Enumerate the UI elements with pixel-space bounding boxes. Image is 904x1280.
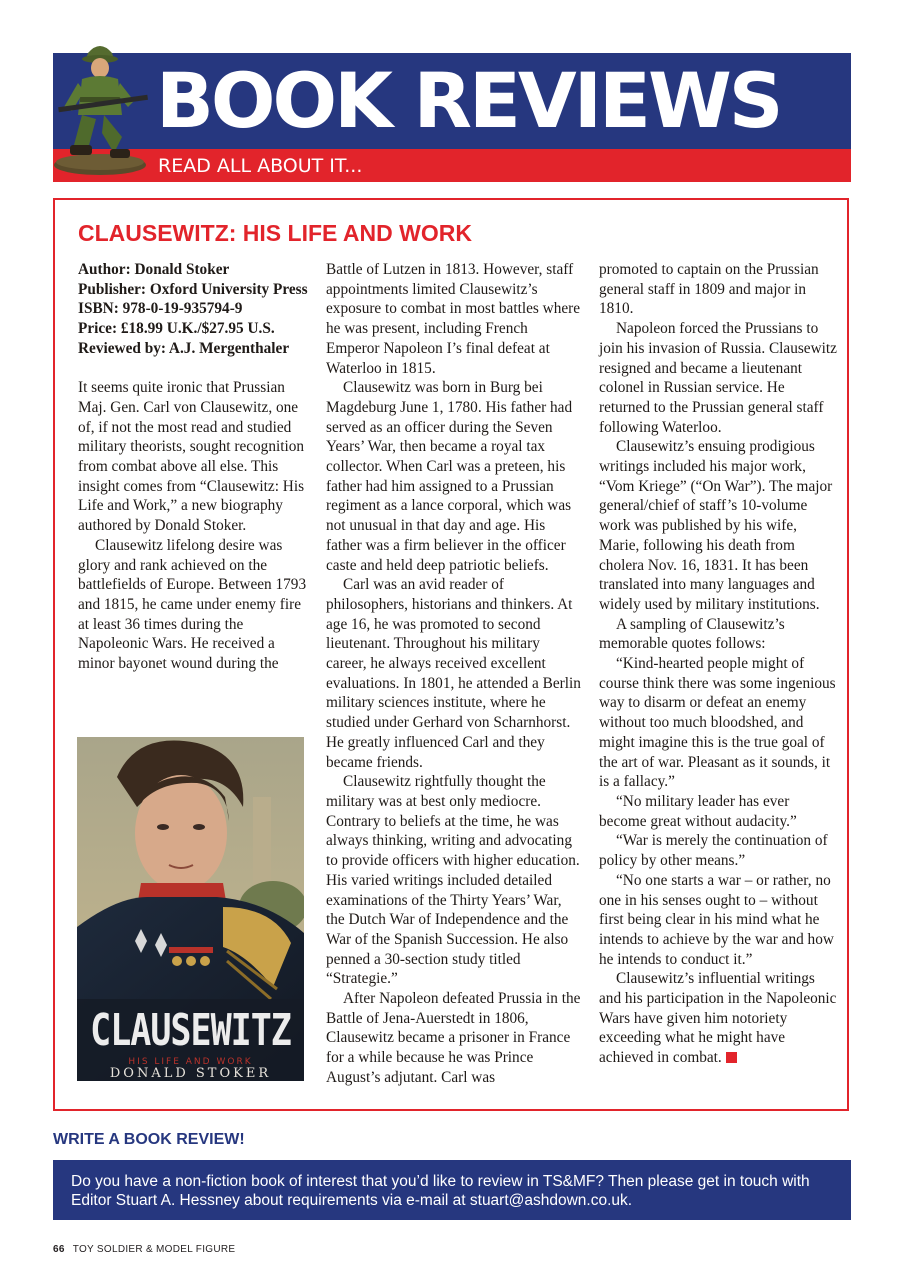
paragraph: Carl was an avid reader of philosophers, historians and thinkers. At age 16, he was promoted to second lieutenant. Throughout his military career, he always received excellent evaluations. In 1801, he attended a Berlin military sciences institute, where he studied under Gerhard von Scharnhorst. He greatly influenced Carl and they became friends. bbox=[326, 576, 581, 771]
cover-title: CLAUSEWITZ bbox=[90, 1006, 291, 1056]
quote: “War is merely the continuation of policy by other means.” bbox=[599, 832, 828, 870]
article-column-3 bbox=[599, 260, 839, 1068]
cover-author: DONALD STOKER bbox=[109, 1066, 272, 1081]
book-author: Author: Donald Stoker bbox=[78, 261, 230, 278]
closing-text: Clausewitz’s influential writings and his participation in the Napoleonic Wars have given him notoriety exceeding what he might have achieved in combat. bbox=[599, 970, 837, 1067]
paragraph: Napoleon forced the Prussians to join his invasion of Russia. Clausewitz resigned and became a lieutenant colonel in Russian service. He returned to the Prussian general staff following Waterloo. bbox=[599, 320, 837, 436]
article-column-2 bbox=[326, 260, 584, 1088]
section-title: BOOK REVIEWS bbox=[156, 56, 781, 145]
section-subtitle: READ ALL ABOUT IT... bbox=[158, 155, 363, 177]
book-details bbox=[78, 260, 310, 359]
book-price: Price: £18.99 U.K./$27.95 U.S. bbox=[78, 320, 275, 338]
quote: “No military leader has ever become great without audacity.” bbox=[599, 792, 797, 830]
review-title: CLAUSEWITZ: HIS LIFE AND WORK bbox=[78, 220, 472, 246]
paragraph: A sampling of Clausewitz’s memorable quotes follows: bbox=[599, 615, 785, 653]
end-of-article-mark bbox=[726, 1052, 737, 1063]
write-review-callout bbox=[53, 1160, 851, 1220]
paragraph: Clausewitz was born in Burg bei Magdeburg June 1, 1780. His father had served as an officer during the Seven Years’ War, then became a royal tax collector. When Carl was a preteen, his father had him assigned to a Prussian regiment as a lance corporal, which was not unusual in that day and age. His father was a firm believer in the officer caste and held deep patriotic beliefs. bbox=[326, 379, 573, 574]
header-banner bbox=[53, 53, 851, 182]
book-isbn: ISBN: 978-0-19-935794-9 bbox=[78, 300, 243, 318]
book-publisher: Publisher: Oxford University Press bbox=[78, 280, 308, 298]
book-reviewer: Reviewed by: A.J. Mergenthaler bbox=[78, 339, 290, 357]
page-number: 66 bbox=[53, 1244, 65, 1255]
paragraph: Clausewitz lifelong desire was glory and rank achieved on the battlefields of Europe. Between 1793 and 1815, he came under enemy fire at least 36 times during the Napoleonic Wars. He received a minor bayonet wound during the bbox=[78, 536, 307, 673]
article-column-1 bbox=[78, 260, 310, 674]
cover-subtitle: HIS LIFE AND WORK bbox=[128, 1057, 253, 1067]
paragraph: promoted to captain on the Prussian general staff in 1809 and major in 1810. bbox=[599, 261, 819, 318]
paragraph: Clausewitz rightfully thought the military was at best only mediocre. Contrary to beliefs at the time, he was always thinking, writing and advocating to provide officers with higher education. His varied writings included detailed examinations of the Thirty Years’ War, the Dutch War of Independence and the War of the Spanish Succession. He also penned a 30-section study titled “Strategie.” bbox=[326, 773, 580, 988]
paragraph: Clausewitz’s ensuing prodigious writings included his major work, “Vom Kriege” (“On War”). The major general/chief of staff’s 10-volume work was published by his wife, Marie, following his death from cholera Nov. 16, 1831. It has been translated into many languages and widely used by military institutions. bbox=[599, 438, 833, 613]
paragraph-final bbox=[599, 969, 839, 1068]
paragraph: After Napoleon defeated Prussia in the Battle of Jena-Auerstedt in 1806, Clausewitz became a prisoner in France for a while because he was Prince August’s adjutant. Carl was bbox=[326, 990, 581, 1086]
paragraph: It seems quite ironic that Prussian Maj. Gen. Carl von Clausewitz, one of, if not the most read and studied military theorists, sought recognition from combat above all else. This insight comes from “Clausewitz: His Life and Work,” a new biography authored by Donald Stoker. bbox=[78, 379, 305, 535]
page-footer bbox=[53, 1244, 235, 1255]
write-review-heading: WRITE A BOOK REVIEW! bbox=[53, 1131, 245, 1148]
book-cover-image bbox=[77, 737, 304, 1081]
magazine-name: TOY SOLDIER & MODEL FIGURE bbox=[72, 1244, 236, 1255]
quote: “Kind-hearted people might of course think there was some ingenious way to disarm or defeat an enemy without too much bloodshed, and might imagine this is the true goal of the art of war. Pleasant as it sounds, it is a fallacy.” bbox=[599, 655, 836, 791]
paragraph: Battle of Lutzen in 1813. However, staff appointments limited Clausewitz’s exposure to combat in most battles where he was present, including French Emperor Napoleon I’s final defeat at Waterloo in 1815. bbox=[326, 261, 581, 377]
toy-soldier-figure bbox=[48, 37, 153, 177]
quote: “No one starts a war – or rather, no one in his senses ought to – without first being clear in his mind what he intends to achieve by the war and how he intends to conduct it.” bbox=[599, 871, 834, 968]
write-review-text: Do you have a non-fiction book of interest that you’d like to review in TS&MF? Then please get in touch with Editor Stuart A. Hessney about requirements via e-mail at stuart@ashdown.co.uk. bbox=[71, 1173, 810, 1209]
